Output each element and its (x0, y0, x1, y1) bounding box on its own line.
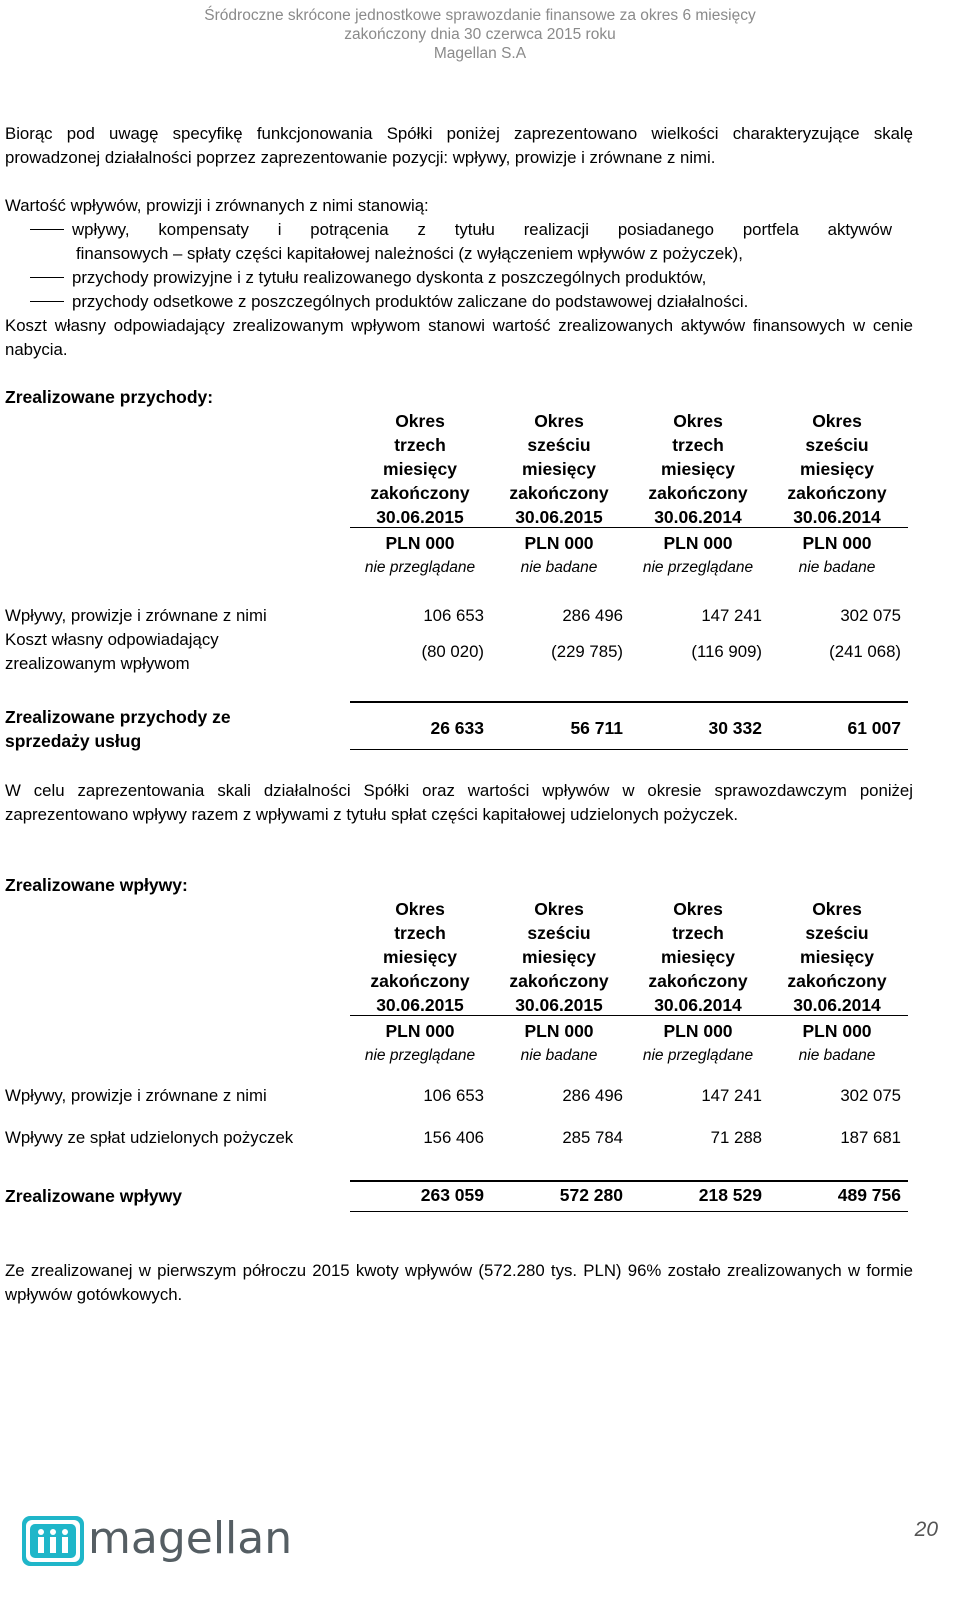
magellan-logo-icon (22, 1516, 84, 1566)
table1-row-1-label: Wpływy, prowizje i zrównane z nimi (5, 606, 267, 625)
table2-row-1-value-3: 147 241 (701, 1086, 762, 1105)
intro-paragraph-1: Biorąc pod uwagę specyfikę funkcjonowania Spółki poniżej zaprezentowano wielkości charakteryzujące skalę prowadzonej działalności poprzez zaprezentowanie pozycji: wpływy, prowizje i zrównane z nimi. (5, 124, 913, 167)
table2-total-value-3: 218 529 (698, 1185, 762, 1205)
table2-total-value-4: 489 756 (837, 1185, 901, 1205)
table1-column-header-4: Okres sześciu miesięcy zakończony 30.06.2014 PLN 000 nie badane (787, 411, 887, 576)
table2-row-2-value-2: 285 784 (562, 1128, 623, 1147)
table1-row-1-value-4: 302 075 (840, 606, 901, 625)
table2-row-1-value-1: 106 653 (423, 1086, 484, 1105)
bullet-3-text: przychody odsetkowe z poszczególnych produktów zaliczane do podstawowej działalności. (72, 292, 749, 311)
table1-total-rule-top (350, 701, 908, 703)
table2-total-label: Zrealizowane wpływy (5, 1186, 182, 1206)
table1-total-value-4: 61 007 (847, 718, 901, 738)
table2-total-value-2: 572 280 (559, 1185, 623, 1205)
bullet-2 (30, 266, 706, 290)
table2-title: Zrealizowane wpływy: (5, 875, 188, 895)
bullet-3 (30, 290, 748, 314)
table2-row-1-value-2: 286 496 (562, 1086, 623, 1105)
table2-column-header-2: Okres sześciu miesięcy zakończony 30.06.2015 PLN 000 nie badane (509, 899, 609, 1064)
logo-wordmark: magellan (88, 1513, 293, 1564)
table2-header-rule (350, 1015, 908, 1016)
header-company: Magellan S.A (433, 45, 527, 62)
intro-paragraph-3: Koszt własny odpowiadający zrealizowanym wpływom stanowi wartość zrealizowanych aktywów finansowych w cenie nabycia. (5, 316, 913, 359)
table2-total-rule-top (350, 1180, 908, 1182)
table2-column-header-4: Okres sześciu miesięcy zakończony 30.06.2014 PLN 000 nie badane (787, 899, 887, 1064)
bullet-1-line-2: finansowych – spłaty części kapitałowej należności (z wyłączeniem wpływów z pożyczek), (76, 244, 743, 263)
table1-total-rule-bottom (350, 749, 908, 750)
table1-total-value-1: 26 633 (430, 718, 484, 738)
table1-column-header-2: Okres sześciu miesięcy zakończony 30.06.2015 PLN 000 nie badane (509, 411, 609, 576)
table1-row-2-value-3: (116 909) (691, 642, 762, 661)
table2-column-header-1: Okres trzech miesięcy zakończony 30.06.2015 PLN 000 nie przeglądane (364, 899, 476, 1064)
middle-paragraph: W celu zaprezentowania skali działalności Spółki oraz wartości wpływów w okresie sprawozdawczym poniżej zaprezentowano wpływy razem z wpływami z tytułu spłat części kapitałowej udzielonych pożyczek. (5, 781, 913, 824)
table1-total-label: Zrealizowane przychody ze sprzedaży usług (5, 707, 231, 751)
table2-row-2-label: Wpływy ze spłat udzielonych pożyczek (5, 1128, 294, 1147)
header-period: zakończony dnia 30 czerwca 2015 roku (344, 26, 616, 43)
table1-row-1-value-1: 106 653 (423, 606, 484, 625)
table1-row-2-value-2: (229 785) (551, 642, 623, 661)
table2-row-1-value-4: 302 075 (840, 1086, 901, 1105)
final-paragraph: Ze zrealizowanej w pierwszym półroczu 2015 kwoty wpływów (572.280 tys. PLN) 96% zostało zrealizowanych w formie wpływów gotówkowych. (5, 1261, 913, 1304)
dash-bullet (30, 277, 64, 278)
dash-bullet (30, 301, 64, 302)
table1-row-1-value-2: 286 496 (562, 606, 623, 625)
table1-row-2-value-1: (80 020) (421, 642, 484, 661)
table1-row-2-value-4: (241 068) (829, 642, 901, 661)
bullet-1-line-1 (30, 218, 892, 242)
document-header (0, 6, 960, 63)
header-title: Śródroczne skrócone jednostkowe sprawozdanie finansowe za okres 6 miesięcy (204, 7, 756, 24)
table2-total-value-1: 263 059 (420, 1185, 484, 1205)
table2-column-header-3: Okres trzech miesięcy zakończony 30.06.2014 PLN 000 nie przeglądane (642, 899, 754, 1064)
table1-total-value-3: 30 332 (708, 718, 762, 738)
table2-row-2-value-3: 71 288 (710, 1128, 762, 1147)
table1-column-header-1: Okres trzech miesięcy zakończony 30.06.2015 PLN 000 nie przeglądane (364, 411, 476, 576)
table1-row-1-value-3: 147 241 (701, 606, 762, 625)
table2-row-1-label: Wpływy, prowizje i zrównane z nimi (5, 1086, 267, 1105)
table2-total-rule-bottom (350, 1211, 908, 1212)
table1-title: Zrealizowane przychody: (5, 387, 214, 407)
table1-column-header-3: Okres trzech miesięcy zakończony 30.06.2014 PLN 000 nie przeglądane (642, 411, 754, 576)
table2-row-2-value-1: 156 406 (423, 1128, 484, 1147)
page-number: 20 (914, 1518, 938, 1541)
table1-header-rule (350, 527, 908, 528)
intro-paragraph-2: Wartość wpływów, prowizji i zrównanych z nimi stanowią: (5, 196, 429, 215)
bullet-1-text: wpływy, kompensaty i potrącenia z tytułu realizacji posiadanego portfela aktywów (72, 220, 892, 239)
dash-bullet (30, 229, 64, 230)
table1-total-value-2: 56 711 (570, 718, 623, 738)
table2-row-2-value-4: 187 681 (840, 1128, 901, 1147)
bullet-2-text: przychody prowizyjne i z tytułu realizowanego dyskonta z poszczególnych produktów, (72, 268, 707, 287)
table1-row-2-label: Koszt własny odpowiadający zrealizowanym wpływom (5, 630, 219, 673)
